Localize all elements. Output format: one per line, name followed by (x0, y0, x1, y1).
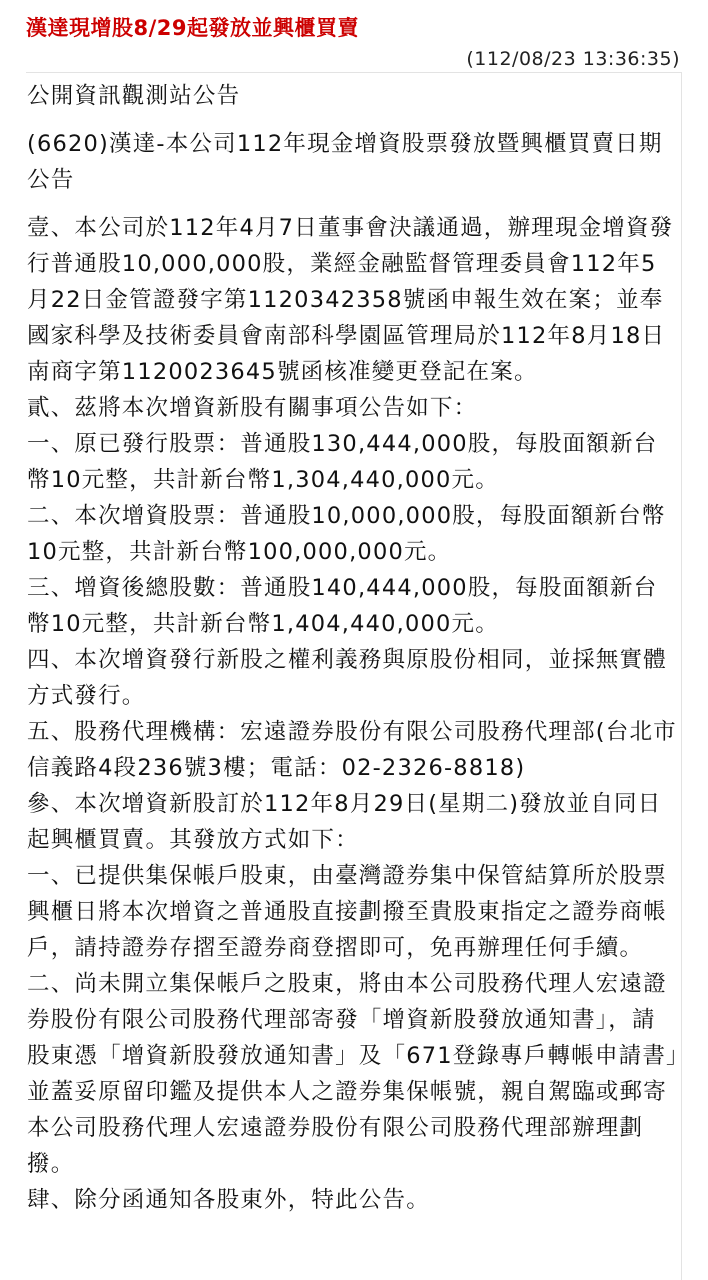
paragraph: 二、尚未開立集保帳戶之股東，將由本公司股務代理人宏遠證券股份有限公司股務代理部寄發「增資新股發放通知書」，請股東憑「增資新股發放通知書」及「671登錄專戶轉帳申請書」並蓋妥原留印鑑及提供本人之證券集保帳號，親自駕臨或郵寄本公司股務代理人宏遠證券股份有限公司股務代理部辦理劃撥。 (27, 971, 679, 1177)
source-line: 公開資訊觀測站公告 (27, 83, 241, 109)
article-body (27, 78, 679, 1218)
news-title: 漢達現增股8/29起發放並興櫃買賣 (26, 16, 360, 40)
top-divider (26, 72, 682, 73)
right-divider (681, 72, 682, 1280)
paragraph: 貳、茲將本次增資新股有關事項公告如下： (27, 395, 478, 421)
spacer (27, 198, 679, 210)
publish-timestamp: (112/08/23 13:36:35) (466, 48, 680, 70)
paragraph: 肆、除分函通知各股東外，特此公告。 (27, 1187, 430, 1213)
paragraph: 二、本次增資股票：普通股10,000,000股，每股面額新台幣10元整，共計新台幣100,000,000元。 (27, 503, 666, 565)
paragraph: 一、已提供集保帳戶股東，由臺灣證券集中保管結算所於股票興櫃日將本次增資之普通股直接劃撥至貴股東指定之證券商帳戶，請持證券存摺至證券商登摺即可，免再辦理任何手續。 (27, 863, 667, 961)
paragraph: 壹、本公司於112年4月7日董事會決議通過，辦理現金增資發行普通股10,000,000股，業經金融監督管理委員會112年5月22日金管證發字第1120342358號函申報生效在案；並奉國家科學及技術委員會南部科學園區管理局於112年8月18日南商字第1120023645號函核准變更登記在案。 (27, 215, 674, 385)
paragraph: 四、本次增資發行新股之權利義務與原股份相同，並採無實體方式發行。 (27, 647, 667, 709)
paragraph: 一、原已發行股票：普通股130,444,000股，每股面額新台幣10元整，共計新台幣1,304,440,000元。 (27, 431, 658, 493)
paragraph: 三、增資後總股數：普通股140,444,000股，每股面額新台幣10元整，共計新台幣1,404,440,000元。 (27, 575, 658, 637)
spacer (27, 114, 679, 126)
paragraph: 五、股務代理機構：宏遠證券股份有限公司股務代理部(台北市信義路4段236號3樓；電話：02-2326-8818) (27, 719, 677, 781)
subject-line: (6620)漢達-本公司112年現金增資股票發放暨興櫃買賣日期公告 (27, 131, 663, 193)
paragraph: 參、本次增資新股訂於112年8月29日(星期二)發放並自同日起興櫃買賣。其發放方式如下： (27, 791, 662, 853)
